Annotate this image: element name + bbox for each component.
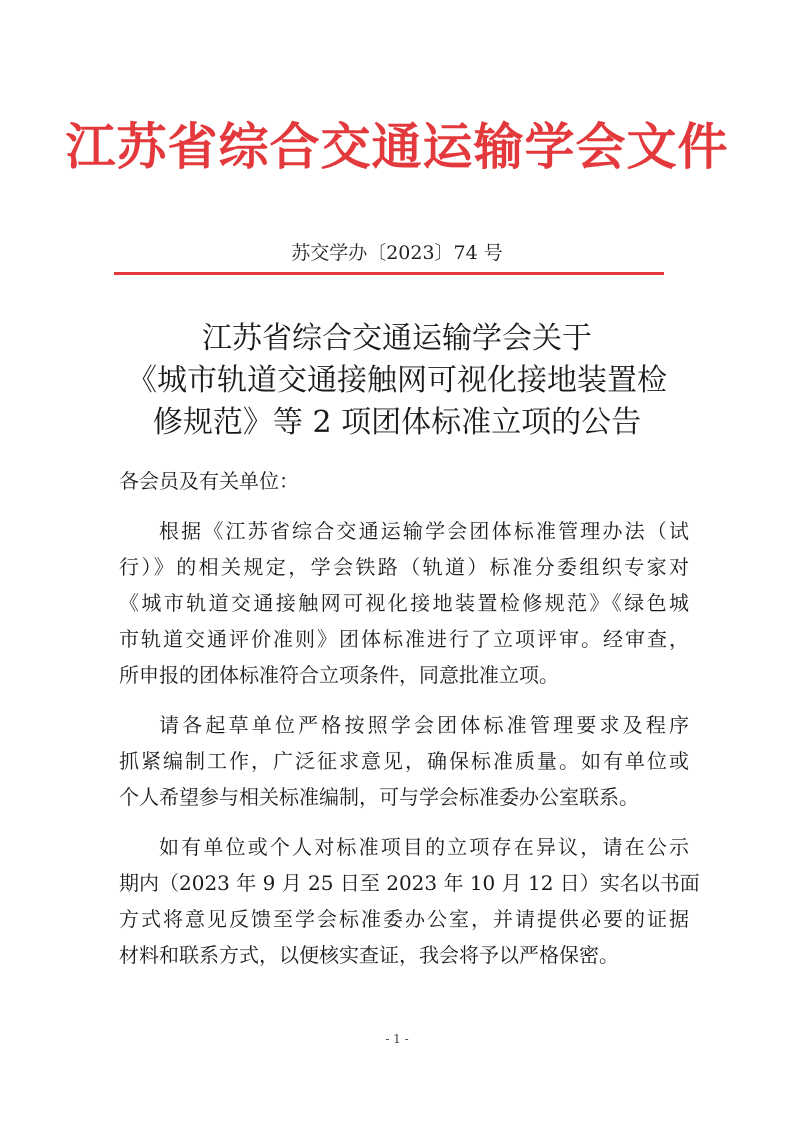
paragraph-2 bbox=[119, 707, 689, 815]
red-divider-line bbox=[114, 272, 664, 275]
paragraph-1 bbox=[119, 513, 689, 693]
organization-header: 江苏省综合交通运输学会文件 bbox=[65, 118, 729, 176]
text-line: 市轨道交通评价准则》团体标准进行了立项评审。经审查， bbox=[119, 627, 689, 651]
paragraph-3 bbox=[119, 829, 700, 973]
text-line: 《城市轨道交通接触网可视化接地装置检修规范》《绿色城 bbox=[119, 591, 689, 615]
text-line: 材料和联系方式，以便核实查证，我会将予以严格保密。 bbox=[119, 943, 619, 967]
notice-title-line: 江苏省综合交通运输学会关于 bbox=[202, 321, 592, 356]
salutation: 各会员及有关单位： bbox=[119, 469, 299, 493]
page-number: - 1 - bbox=[385, 1032, 409, 1046]
text-line: 行）》的相关规定，学会铁路（轨道）标准分委组织专家对 bbox=[119, 555, 689, 579]
text-line: 方式将意见反馈至学会标准委办公室，并请提供必要的证据 bbox=[119, 907, 689, 931]
body-text bbox=[119, 463, 700, 973]
notice-title-line: 修规范》等 2 项团体标准立项的公告 bbox=[152, 405, 642, 440]
notice-title bbox=[110, 318, 684, 444]
text-line: 如有单位或个人对标准项目的立项存在异议，请在公示 bbox=[159, 835, 689, 859]
notice-title-line: 《城市轨道交通接触网可视化接地装置检 bbox=[127, 363, 667, 398]
text-line: 请各起草单位严格按照学会团体标准管理要求及程序 bbox=[159, 713, 689, 737]
document-number: 苏交学办〔2023〕74 号 bbox=[291, 242, 503, 264]
text-line: 根据《江苏省综合交通运输学会团体标准管理办法（试 bbox=[159, 519, 689, 543]
text-line: 所申报的团体标准符合立项条件，同意批准立项。 bbox=[119, 663, 559, 687]
text-line: 个人希望参与相关标准编制，可与学会标准委办公室联系。 bbox=[119, 785, 639, 809]
text-line: 期内（2023 年 9 月 25 日至 2023 年 10 月 12 日）实名以书面 bbox=[119, 871, 700, 895]
text-line: 抓紧编制工作，广泛征求意见，确保标准质量。如有单位或 bbox=[119, 749, 689, 773]
